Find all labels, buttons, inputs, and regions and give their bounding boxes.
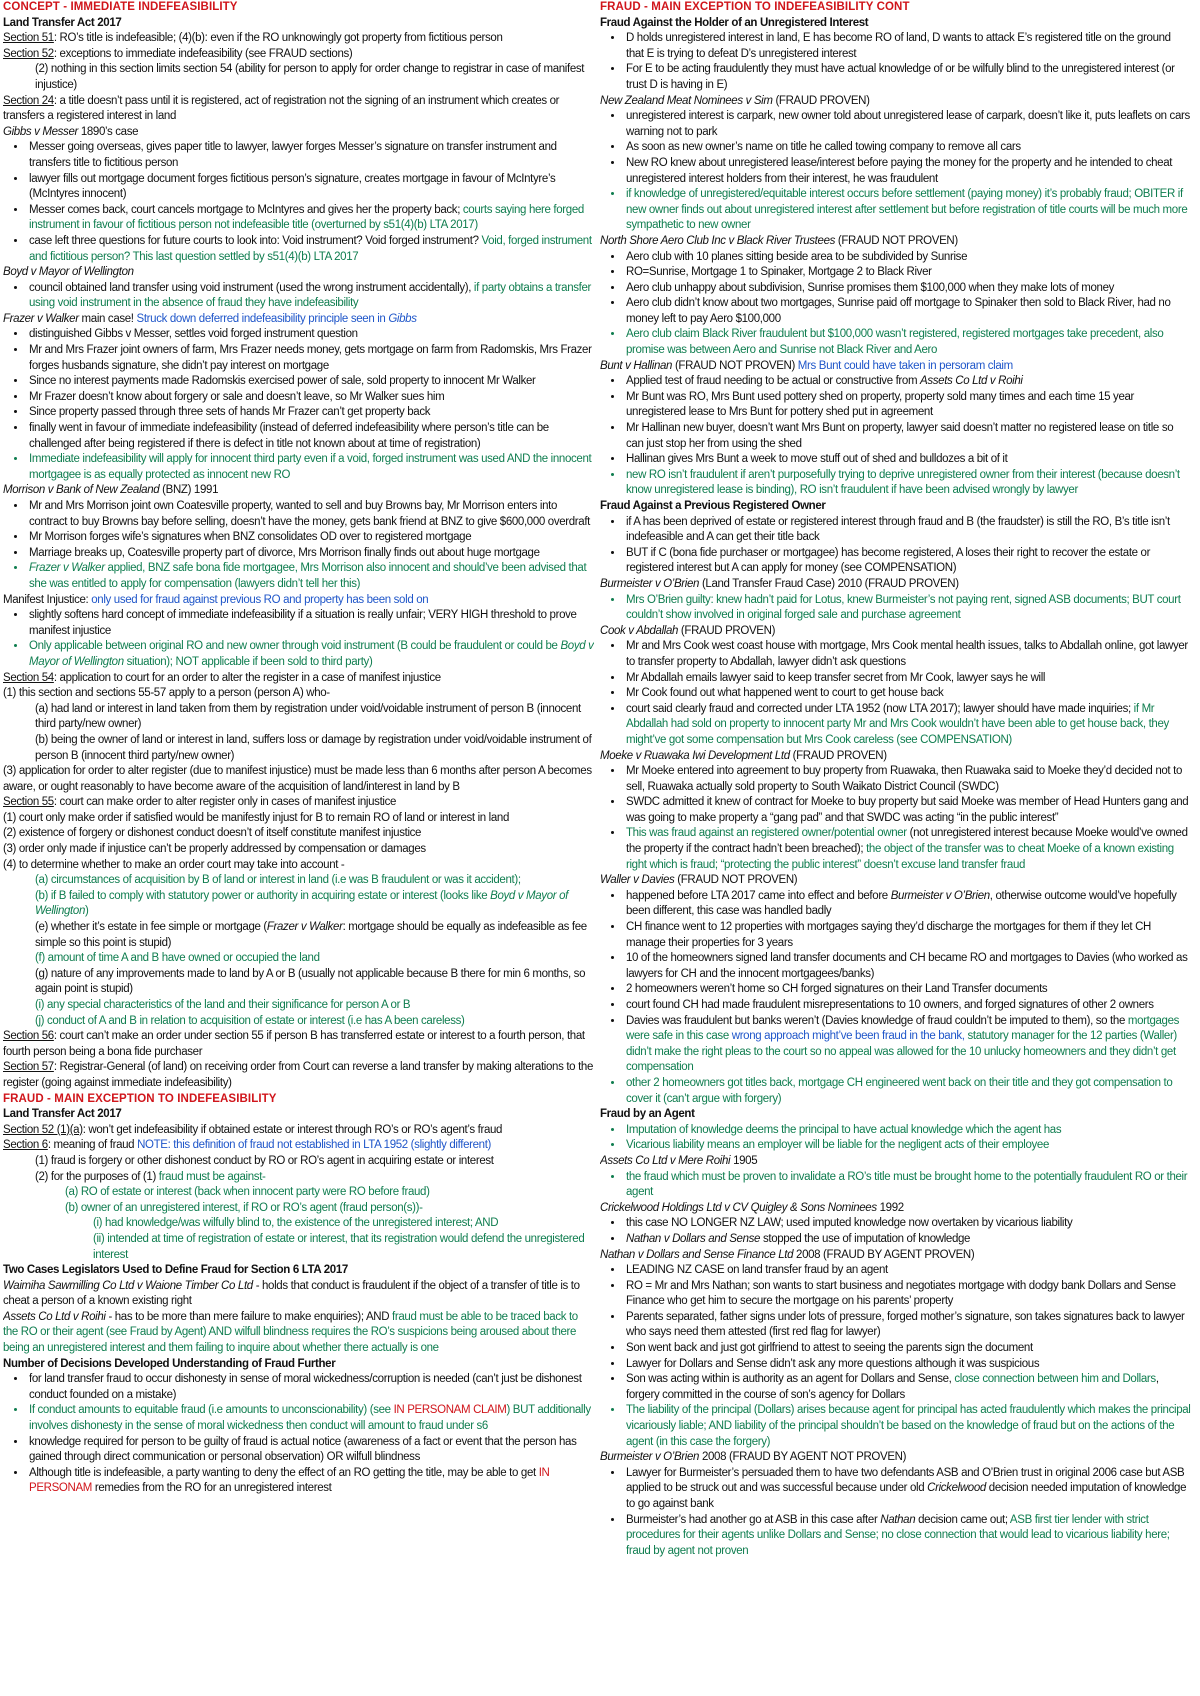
list-item: • The liability of the principal (Dollars) arises because agent for principal has acted fraudulently which makes the principal vicariously liable; AND liability of the principal shouldn’t be based on the knowledge of fraud but on the actions of the agent (in this case the forgery) (624, 1403, 1191, 1450)
section-54-1b: (b) being the owner of land or interest in land, suffers loss or damage by registration under void/voidable instrument of person B (innocent third party/new owner) (35, 733, 592, 762)
list-item: • Since no interest payments made Radomskis exercised power of sale, sold property to innocent Mr Walker (27, 374, 594, 390)
burm2-list (600, 1466, 1191, 1560)
list-item: • Mr Moeke entered into agreement to buy property from Ruawaka, then Ruawaka said to Moeke they’d decided not to sell, Ruawaka actually sold property to South Waikato District Council (SWDC) (624, 764, 1191, 795)
fba-list (600, 1123, 1191, 1154)
case-nathan: Nathan v Dollars and Sense Finance Ltd 2008 (FRAUD BY AGENT PROVEN) (600, 1248, 975, 1261)
case-boyd: Boyd v Mayor of Wellington (3, 266, 134, 279)
list-item: • Applied test of fraud needing to be actual or constructive from Assets Co Ltd v Roihi (624, 374, 1191, 390)
fraud-previous-ro-heading: Fraud Against a Previous Registered Owner (600, 500, 826, 512)
list-item: • Mr Bunt was RO, Mrs Bunt used pottery shed on property, property sold many times and each time 15 year unregistered lease to Mrs Bunt for pottery shed put in agreement (624, 390, 1191, 421)
morrison-list (3, 499, 594, 593)
section-54-1a: (a) had land or interest in land taken from them by registration under void/voidable instrument of person B (innocent third party/new owner) (35, 702, 581, 731)
list-item: • if knowledge of unregistered/equitable interest occurs before settlement (paying money) it’s probably fraud; OBITER if new owner finds out about unregistered interest after settlement but before registration of title courts will be much more sympathetic to new owner (624, 187, 1191, 234)
nathan-list (600, 1263, 1191, 1450)
list-item: • other 2 homeowners got titles back, mortgage CH engineered went back on their title and they got compensation to cover it (can’t argue with forgery) (624, 1076, 1191, 1107)
case-morrison: Morrison v Bank of New Zealand (BNZ) 1991 (3, 484, 219, 497)
heading-immediate-indefeasibility: CONCEPT - IMMEDIATE INDEFEASIBILITY (3, 1, 238, 13)
act-title: Land Transfer Act 2017 (3, 16, 122, 29)
bunt-list (600, 374, 1191, 499)
fahu-list (600, 31, 1191, 93)
list-item: • D holds unregistered interest in land, E has become RO of land, D wants to attack E’s registered title on the ground that E is trying to defeat D’s unregistered interest (624, 31, 1191, 62)
list-item: • Aero club didn’t know about two mortgages, Sunrise paid off mortgage to Spinaker then sold to Black River, had no money left to pay Aero $100,000 (624, 296, 1191, 327)
list-item: • Mr and Mrs Cook west coast house with mortgage, Mrs Cook mental health issues, talks to Abdallah online, got lawyer to transfer property to Abdallah, lawyer didn’t ask questions (624, 639, 1191, 670)
list-item: • Hallinan gives Mrs Bunt a week to move stuff out of shed and bulldozes a bit of it (624, 452, 1191, 468)
list-item: • happened before LTA 2017 came into effect and before Burmeister v O’Brien, otherwise outcome would’ve hopefully been different, this case was handled badly (624, 889, 1191, 920)
list-item: • 2 homeowners weren’t home so CH forged signatures on their Land Transfer documents (624, 982, 1191, 998)
list-item: • Messer comes back, court cancels mortgage to McIntyres and gives her the property back; courts saying here forged instrument in favour of fictitious person not indefeasible title (overturned by s51(4)(b) LTA 2017) (27, 203, 594, 234)
list-item: • council obtained land transfer using void instrument (used the wrong instrument accidentally), if party obtains a transfer using void instrument in the absence of fraud they have indefeasibility (27, 281, 594, 312)
section-6-2b: (b) owner of an unregistered interest, if RO or RO’s agent (fraud person(s))- (65, 1201, 423, 1214)
list-item: • Mr Frazer doesn’t know about forgery or sale and doesn’t leave, so Mr Walker sues him (27, 390, 594, 406)
fraud-unregistered-heading: Fraud Against the Holder of an Unregistered Interest (600, 16, 869, 29)
list-item: • slightly softens hard concept of immediate indefeasibility if a situation is really unfair; VERY HIGH threshold to prove manifest injustice (27, 608, 594, 639)
section-54: Section 54: application to court for an order to alter the register in a case of manifest injustice (3, 671, 441, 684)
cook-list (600, 639, 1191, 748)
case-gibbs: Gibbs v Messer 1890’s case (3, 125, 139, 138)
section-52-2: (2) nothing in this section limits section 54 (ability for person to apply for order change to registrar in case of manifest injustice) (35, 63, 585, 91)
heading-fraud-cont: FRAUD - MAIN EXCEPTION TO INDEFEASIBILITY CONT (600, 1, 910, 13)
moeke-list (600, 764, 1191, 873)
section-6-2bi: (i) had knowledge/was wilfully blind to, the existence of the unregistered interest; AND (93, 1217, 499, 1230)
list-item: • Messer going overseas, gives paper title to lawyer, lawyer forges Messer’s signature on transfer instrument and transfers title to fictitious person (27, 140, 594, 171)
list-item: • If conduct amounts to equitable fraud (i.e amounts to unconscionability) (see IN PERSONAM CLAIM) BUT additionally involves dishonesty in the sense of moral wickedness then conduct will amount to fraud under s6 (27, 1403, 594, 1434)
section-55: Section 55: court can make order to alter register only in cases of manifest injustice (3, 796, 397, 809)
list-item: • New RO knew about unregistered lease/interest before paying the money for the property and he intended to cheat unregistered interest holders from their interest, he was fraudulent (624, 156, 1191, 187)
list-item: • if A has been deprived of estate or registered interest through fraud and B (the fraudster) is still the RO, B’s title isn’t indefeasible and A can get their title back (624, 515, 1191, 546)
nsac-list (600, 250, 1191, 359)
list-item: • for land transfer fraud to occur dishonesty in sense of moral wickedness/corruption is needed (can’t just be dishonest conduct founded on a mistake) (27, 1372, 594, 1403)
case-nsac: North Shore Aero Club Inc v Black River Trustees (FRAUD NOT PROVEN) (600, 234, 958, 247)
section-57: Section 57: Registrar-General (of land) on receiving order from Court can reverse a land transfer by making alterations to the register (going against immediate indefeasibility) (3, 1061, 593, 1089)
list-item: • Only applicable between original RO and new owner through void instrument (B could be fraudulent or could be Boyd v Mayor of Wellington situation); NOT applicable if been sold to third party) (27, 639, 594, 670)
faprev-list (600, 515, 1191, 577)
case-moeke: Moeke v Ruawaka Iwi Development Ltd (FRAUD PROVEN) (600, 749, 887, 762)
case-burmeister-2010: Burmeister v O’Brien (Land Transfer Fraud Case) 2010 (FRAUD PROVEN) (600, 577, 959, 590)
list-item: • SWDC admitted it knew of contract for Moeke to buy property but said Moeke was member of Head Hunters gang and was going to make property a “gang pad” and that SWDC was acting “in the public interest” (624, 795, 1191, 826)
section-55-4i: (i) any special characteristics of the land and their significance for person A or B (35, 999, 411, 1011)
list-item: • RO=Sunrise, Mortgage 1 to Spinaker, Mortgage 2 to Black River (624, 265, 1191, 281)
frazer-list (3, 327, 594, 483)
two-cases-heading: Two Cases Legislators Used to Define Fraud for Section 6 LTA 2017 (3, 1264, 348, 1277)
list-item: • Mr Morrison forges wife’s signatures when BNZ consolidates OD over to registered mortgage (27, 530, 594, 546)
section-55-4g: (g) nature of any improvements made to land by A or B (usually not applicable because B there for min 6 months, so again point is stupid) (35, 967, 586, 996)
section-55-4a: (a) circumstances of acquisition by B of land or interest in land (i.e was B fraudulent or was it accident); (35, 874, 521, 887)
burm1-list (600, 593, 1191, 624)
list-item: • Mr Hallinan new buyer, doesn’t want Mrs Bunt on property, lawyer said doesn’t matter no registered lease on title so can just stop her from using the shed (624, 421, 1191, 452)
list-item: • Parents separated, father signs under lots of pressure, forged mother’s signature, son takes signatures back to lawyer who says need them attested (first red flag for lawyer) (624, 1310, 1191, 1341)
list-item: • Aero club claim Black River fraudulent but $100,000 wasn’t registered, registered mortgages take precedent, also promise was between Aero and Sunrise not Black River and Aero (624, 327, 1191, 358)
list-item: • knowledge required for person to be guilty of fraud is actual notice (awareness of a fact or event that the person has gained through direct communication or personal observation) OR wilfull blindness (27, 1435, 594, 1466)
list-item: • finally went in favour of immediate indefeasibility (instead of deferred indefeasibility where person’s title can be challenged after being registered if there is defect in title not known about at time of registration) (27, 421, 594, 452)
list-item: • For E to be acting fraudulently they must have actual knowledge of or be wilfully blind to the unregistered interest (or trust D is having in E) (624, 62, 1191, 93)
case-assets: Assets Co Ltd v Roihi - has to be more than mere failure to make enquiries); AND fraud must be able to be traced back to the RO or their agent (see Fraud by Agent) AND wilfull blindness requires the RO’s suspicions being aroused about there being an unregistered interest and them failing to inquire about whether there actually is one (3, 1310, 578, 1355)
section-55-4f: (f) amount of time A and B have owned or occupied the land (35, 952, 320, 965)
section-56: Section 56: court can’t make an order under section 55 if person B has transferred estate or interest to a fourth person, that fourth person being a bona fide purchaser (3, 1030, 585, 1058)
list-item: • Son went back and just got girlfriend to attest to seeing the parents sign the document (624, 1341, 1191, 1357)
list-item: • Vicarious liability means an employer will be liable for the negligent acts of their employee (624, 1138, 1191, 1154)
list-item: • As soon as new owner’s name on title he called towing company to remove all cars (624, 140, 1191, 156)
fraud-by-agent-heading: Fraud by an Agent (600, 1108, 695, 1121)
section-51: Section 51: RO’s title is indefeasible; (4)(b): even if the RO unknowingly got property from fictitious person (3, 32, 503, 45)
fraud-act-title: Land Transfer Act 2017 (3, 1108, 122, 1121)
nzmn-list (600, 109, 1191, 234)
list-item: • Immediate indefeasibility will apply for innocent third party even if a void, forged instrument was used AND the innocent mortgagee is as equally protected as innocent new RO (27, 452, 594, 483)
left-column (3, 0, 594, 1696)
list-item: • Lawyer for Burmeister’s persuaded them to have two defendants ASB and O’Brien trust in original 2006 case but ASB applied to be struck out and was successful because under old Crickelwood decision needed imputation of knowledge to go against bank (624, 1466, 1191, 1513)
section-55-4b: (b) if B failed to comply with statutory power or authority in acquiring estate or interest (looks like Boyd v Mayor of Wellington) (35, 889, 568, 918)
section-6-2: (2) for the purposes of (1) fraud must be against- (35, 1170, 266, 1183)
list-item: • Davies was fraudulent but banks weren’t (Davies knowledge of fraud couldn’t be imputed to them), so the mortgages were safe in this case wrong approach might’ve been fraud in the bank, statutory manager for the 12 parties (Waller) didn’t make the right pleas to the court so no appeal was allowed for the 10 unlucky homeowners and they didn’t get compensation (624, 1014, 1191, 1076)
list-item: • Marriage breaks up, Coatesville property part of divorce, Mrs Morrison finally finds out about huge mortgage (27, 546, 594, 562)
section-52: Section 52: exceptions to immediate indefeasibility (see FRAUD sections) (3, 47, 353, 60)
section-6-2a: (a) RO of estate or interest (back when innocent party were RO before fraud) (65, 1186, 430, 1199)
boyd-list (3, 281, 594, 312)
list-item: • Aero club unhappy about subdivision, Sunrise promises them $100,000 when they make lots of money (624, 281, 1191, 297)
list-item: • Since property passed through three sets of hands Mr Frazer can’t get property back (27, 405, 594, 421)
case-waimiha: Waimiha Sawmilling Co Ltd v Waione Timber Co Ltd - holds that conduct is fraudulent if the object of a transfer of title is to cheat a person of a known existing right (3, 1279, 580, 1308)
section-55-4: (4) to determine whether to make an order court may take into account - (3, 858, 345, 871)
case-assets-1905: Assets Co Ltd v Mere Roihi 1905 (600, 1154, 758, 1167)
list-item: • court found CH had made fraudulent misrepresentations to 10 owners, and forged signatures of other 2 owners (624, 998, 1191, 1014)
list-item: • Aero club with 10 planes sitting beside area to be subdivided by Sunrise (624, 250, 1191, 266)
list-item: • court said clearly fraud and corrected under LTA 1952 (now LTA 2017); lawyer should have made inquiries; if Mr Abdallah had sold on property to innocent party Mr and Mrs Cook wouldn’t have been able to get house back, they might’ve got some compensation but Mrs Cook careless (see COMPENSATION) (624, 702, 1191, 749)
section-6: Section 6: meaning of fraud NOTE: this definition of fraud not established in LTA 1952 (slightly different) (3, 1139, 492, 1152)
case-crickelwood: Crickelwood Holdings Ltd v CV Quigley & Sons Nominees 1992 (600, 1201, 904, 1214)
list-item: • Lawyer for Dollars and Sense didn’t ask any more questions although it was suspicious (624, 1357, 1191, 1373)
section-6-1: (1) fraud is forgery or other dishonest conduct by RO or RO’s agent in acquiring estate or interest (35, 1154, 494, 1167)
manifest-injustice: Manifest Injustice: only used for fraud against previous RO and property has been sold on (3, 593, 429, 606)
list-item: • Although title is indefeasible, a party wanting to deny the effect of an RO getting the title, may be able to get IN PERSONAM remedies from the RO for an unregistered interest (27, 1466, 594, 1497)
list-item: • BUT if C (bona fide purchaser or mortgagee) has become registered, A loses their right to recover the estate or registered interest but A can apply for money (see COMPENSATION) (624, 546, 1191, 577)
section-52-1a: Section 52 (1)(a): won’t get indefeasibility if obtained estate or interest through RO’s or RO’s agent’s fraud (3, 1123, 503, 1136)
list-item: • CH finance went to 12 properties with mortgages saying they’d discharge the mortgages for them if they let CH manage their properties for 3 years (624, 920, 1191, 951)
case-burmeister-2008: Burmeister v O’Brien 2008 (FRAUD BY AGENT NOT PROVEN) (600, 1451, 907, 1464)
list-item: • Mrs O’Brien guilty: knew hadn’t paid for Lotus, knew Burmeister’s not paying rent, signed ASB documents; BUT court couldn’t show involved in original forged sale and purchase agreement (624, 593, 1191, 624)
list-item: • Mr and Mrs Morrison joint own Coatesville property, wanted to sell and buy Browns bay, Mr Morrison enters into contract to buy Browns bay before selling, doesn’t have the money, gets bank friend at BNZ to give $600,000 overdraft (27, 499, 594, 530)
heading-fraud: FRAUD - MAIN EXCEPTION TO INDEFEASIBILITY (3, 1092, 277, 1105)
list-item: • 10 of the homeowners signed land transfer documents and CH became RO and mortgages to Davies (who worked as lawyers for CH and the innocent mortgagees/banks) (624, 951, 1191, 982)
case-waller: Waller v Davies (FRAUD NOT PROVEN) (600, 874, 798, 887)
section-55-1: (1) court only make order if satisfied would be manifestly injust for B to remain RO of land or interest in land (3, 811, 510, 824)
list-item: • Son was acting within is authority as an agent for Dollars and Sense, close connection between him and Dollars, forgery committed in the course of son’s agency for Dollars (624, 1372, 1191, 1403)
waller-list (600, 889, 1191, 1107)
case-cook: Cook v Abdallah (FRAUD PROVEN) (600, 624, 776, 637)
list-item: • Nathan v Dollars and Sense stopped the use of imputation of knowledge (624, 1232, 1191, 1248)
list-item: • Mr and Mrs Frazer joint owners of farm, Mrs Frazer needs money, gets mortgage on farm from Radomskis, Mrs Frazer forges husbands signature, she didn’t pay interest on mortgage (27, 343, 594, 374)
list-item: • unregistered interest is carpark, new owner told about unregistered lease of carpark, doesn’t like it, puts leaflets on cars warning not to park (624, 109, 1191, 140)
decisions-list (3, 1372, 594, 1497)
gibbs-list (3, 140, 594, 265)
section-6-2bii: (ii) intended at time of registration of estate or interest, that its registration would defend the unregistered interest (93, 1232, 585, 1261)
section-55-3: (3) order only made if injustice can’t be properly addressed by compensation or damages (3, 843, 426, 856)
list-item: • new RO isn’t fraudulent if aren’t purposefully trying to deprive unregistered owner from their interest (because doesn’t know unregistered lease is binding), RO isn’t fraudulent if have been advised wrongly by lawyer (624, 468, 1191, 499)
section-54-1: (1) this section and sections 55-57 apply to a person (person A) who- (3, 687, 330, 700)
case-nzmn: New Zealand Meat Nominees v Sim (FRAUD PROVEN) (600, 94, 870, 107)
list-item: • case left three questions for future courts to look into: Void instrument? Void forged instrument? Void, forged instrument and fictitious person? This last question settled by s51(4)(b) LTA 2017 (27, 234, 594, 265)
list-item: • Burmeister’s had another go at ASB in this case after Nathan decision came out; ASB first tier lender with strict procedures for their agents unlike Dollars and Sense; no close connection that would lead to vicarious liability here; fraud by agent not proven (624, 1513, 1191, 1560)
section-54-3: (3) application for order to alter register (due to manifest injustice) must be made less than 6 months after person A becomes aware, or ought reasonably to have become aware of the acquisition of land/interest in land by B (3, 765, 592, 793)
crick-list (600, 1216, 1191, 1247)
manifest-injustice-list (3, 608, 594, 670)
case-frazer: Frazer v Walker main case! Struck down deferred indefeasibility principle seen in Gibbs (3, 312, 417, 325)
section-55-2: (2) existence of forgery or dishonest conduct doesn’t of itself constitute manifest injustice (3, 827, 422, 840)
list-item: • Mr Cook found out what happened went to court to get house back (624, 686, 1191, 702)
list-item: • RO = Mr and Mrs Nathan; son wants to start business and negotiates mortgage with dodgy bank Dollars and Sense Finance who get him to secure the mortgage on his parents’ property (624, 1279, 1191, 1310)
section-24: Section 24: a title doesn’t pass until it is registered, act of registration not the signing of an instrument which creates or transfers a registered interest in land (3, 94, 560, 123)
section-55-4e: (e) whether it’s estate in fee simple or mortgage (Frazer v Walker: mortgage should be equally as indefeasible as fee simple so this point is stupid) (35, 921, 587, 949)
right-column (600, 0, 1191, 1696)
assets-list (600, 1170, 1191, 1201)
list-item: • Frazer v Walker applied, BNZ safe bona fide mortgagee, Mrs Morrison also innocent and should’ve been advised that she was entitled to apply for compensation (lawyers didn’t tell her this) (27, 561, 594, 592)
decisions-heading: Number of Decisions Developed Understanding of Fraud Further (3, 1357, 336, 1370)
list-item: • distinguished Gibbs v Messer, settles void forged instrument question (27, 327, 594, 343)
list-item: • lawyer fills out mortgage document forges fictitious person’s signature, creates mortgage in favour of McIntyre’s (McIntyres innocent) (27, 172, 594, 203)
section-55-4j: (j) conduct of A and B in relation to acquisition of estate or interest (i.e has A been careless) (35, 1014, 465, 1027)
list-item: • LEADING NZ CASE on land transfer fraud by an agent (624, 1263, 1191, 1279)
list-item: • Mr Abdallah emails lawyer said to keep transfer secret from Mr Cook, lawyer says he will (624, 671, 1191, 687)
list-item: • This was fraud against an registered owner/potential owner (not unregistered interest because Moeke would’ve owned the property if the contract hadn’t been breached); the object of the transfer was to cheat Moeke of a known existing right which is fraud; “protecting the public interest” doesn’t excuse land transfer fraud (624, 826, 1191, 873)
case-bunt: Bunt v Hallinan (FRAUD NOT PROVEN) Mrs Bunt could have taken in persoram claim (600, 359, 1013, 372)
list-item: • the fraud which must be proven to invalidate a RO’s title must be brought home to the potentially fraudulent RO or their agent (624, 1170, 1191, 1201)
list-item: • Imputation of knowledge deems the principal to have actual knowledge which the agent has (624, 1123, 1191, 1139)
list-item: • this case NO LONGER NZ LAW; used imputed knowledge now overtaken by vicarious liability (624, 1216, 1191, 1232)
